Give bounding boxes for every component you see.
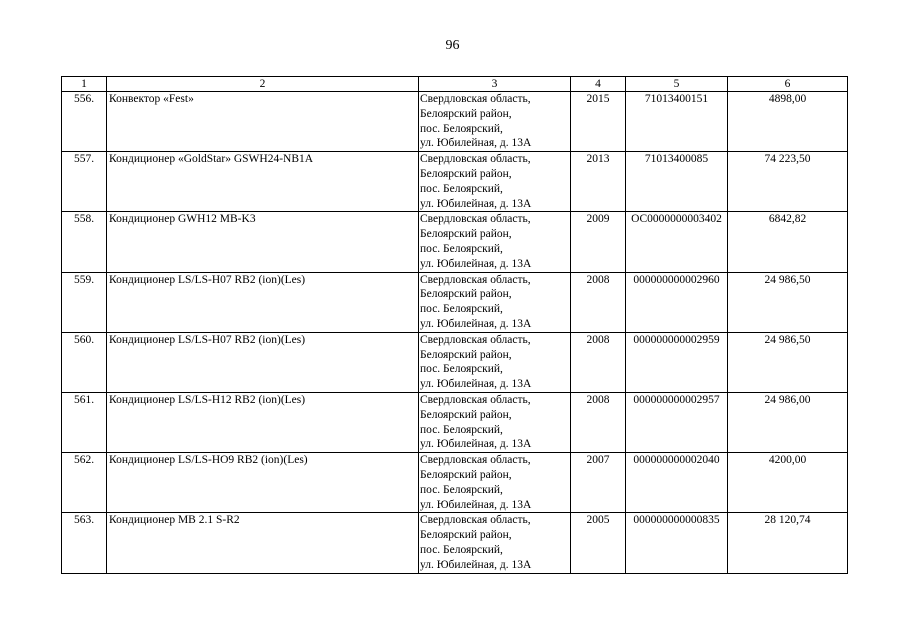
item-name-cell: Кондиционер LS/LS-HO9 RB2 (ion)(Les) <box>107 453 419 513</box>
header-row <box>62 77 848 92</box>
address-line: Белоярский район, <box>420 107 512 120</box>
cost-cell: 28 120,74 <box>728 513 848 573</box>
address-line: Белоярский район, <box>420 348 512 361</box>
inventory-number-cell: 71013400151 <box>626 92 728 152</box>
column-header: 6 <box>728 77 848 92</box>
address-cell <box>419 513 571 573</box>
year-cell: 2008 <box>571 392 626 452</box>
cost-cell: 4200,00 <box>728 453 848 513</box>
row-number-cell: 562. <box>62 453 107 513</box>
table-row <box>62 332 848 392</box>
table-row <box>62 92 848 152</box>
address-line: Свердловская область, <box>420 153 531 166</box>
address-line: Белоярский район, <box>420 408 512 421</box>
inventory-number-cell: 000000000000835 <box>626 513 728 573</box>
item-name-cell: Конвектор «Fest» <box>107 92 419 152</box>
cost-cell: 24 986,50 <box>728 272 848 332</box>
column-header: 5 <box>626 77 728 92</box>
property-registry-table <box>61 76 848 574</box>
address-line: Свердловская область, <box>420 514 531 527</box>
cost-cell: 24 986,00 <box>728 392 848 452</box>
row-number-cell: 559. <box>62 272 107 332</box>
inventory-number-cell: 000000000002957 <box>626 392 728 452</box>
item-name-cell: Кондиционер «GoldStar» GSWH24-NB1A <box>107 152 419 212</box>
address-line: ул. Юбилейная, д. 13А <box>420 317 532 330</box>
item-name-cell: Кондиционер GWH12 MB-K3 <box>107 212 419 272</box>
address-cell <box>419 392 571 452</box>
table-row <box>62 272 848 332</box>
inventory-number-cell: 000000000002040 <box>626 453 728 513</box>
item-name-cell: Кондиционер LS/LS-H12 RB2 (ion)(Les) <box>107 392 419 452</box>
table-row <box>62 453 848 513</box>
address-line: Белоярский район, <box>420 167 512 180</box>
column-header: 1 <box>62 77 107 92</box>
item-name-cell: Кондиционер LS/LS-H07 RB2 (ion)(Les) <box>107 332 419 392</box>
address-line: ул. Юбилейная, д. 13А <box>420 197 532 210</box>
address-line: ул. Юбилейная, д. 13А <box>420 438 532 451</box>
address-line: Свердловская область, <box>420 213 531 226</box>
year-cell: 2015 <box>571 92 626 152</box>
inventory-number-cell: ОС0000000003402 <box>626 212 728 272</box>
column-header: 3 <box>419 77 571 92</box>
inventory-number-cell: 71013400085 <box>626 152 728 212</box>
address-line: пос. Белоярский, <box>420 303 503 316</box>
address-line: Белоярский район, <box>420 228 512 241</box>
cost-cell: 24 986,50 <box>728 332 848 392</box>
table-header <box>62 77 848 92</box>
year-cell: 2008 <box>571 272 626 332</box>
row-number-cell: 557. <box>62 152 107 212</box>
address-cell <box>419 332 571 392</box>
address-line: Белоярский район, <box>420 468 512 481</box>
item-name-cell: Кондиционер LS/LS-H07 RB2 (ion)(Les) <box>107 272 419 332</box>
address-line: пос. Белоярский, <box>420 363 503 376</box>
address-cell <box>419 453 571 513</box>
year-cell: 2013 <box>571 152 626 212</box>
address-cell <box>419 272 571 332</box>
column-header: 2 <box>107 77 419 92</box>
address-line: Белоярский район, <box>420 288 512 301</box>
address-line: Свердловская область, <box>420 454 531 467</box>
year-cell: 2007 <box>571 453 626 513</box>
table-row <box>62 513 848 573</box>
row-number-cell: 556. <box>62 92 107 152</box>
address-line: ул. Юбилейная, д. 13А <box>420 498 532 511</box>
cost-cell: 4898,00 <box>728 92 848 152</box>
cost-cell: 6842,82 <box>728 212 848 272</box>
address-line: пос. Белоярский, <box>420 122 503 135</box>
address-line: ул. Юбилейная, д. 13А <box>420 558 532 571</box>
year-cell: 2009 <box>571 212 626 272</box>
table-row <box>62 152 848 212</box>
row-number-cell: 563. <box>62 513 107 573</box>
table-row <box>62 392 848 452</box>
address-line: пос. Белоярский, <box>420 242 503 255</box>
address-line: ул. Юбилейная, д. 13А <box>420 378 532 391</box>
item-name-cell: Кондиционер MB 2.1 S-R2 <box>107 513 419 573</box>
column-header: 4 <box>571 77 626 92</box>
row-number-cell: 561. <box>62 392 107 452</box>
address-line: ул. Юбилейная, д. 13А <box>420 137 532 150</box>
address-cell <box>419 92 571 152</box>
row-number-cell: 558. <box>62 212 107 272</box>
address-line: пос. Белоярский, <box>420 543 503 556</box>
page-number: 96 <box>445 38 460 53</box>
year-cell: 2008 <box>571 332 626 392</box>
address-line: Белоярский район, <box>420 529 512 542</box>
address-cell <box>419 212 571 272</box>
address-line: пос. Белоярский, <box>420 182 503 195</box>
address-line: Свердловская область, <box>420 393 531 406</box>
address-line: Свердловская область, <box>420 273 531 286</box>
table-row <box>62 212 848 272</box>
inventory-number-cell: 000000000002959 <box>626 332 728 392</box>
row-number-cell: 560. <box>62 332 107 392</box>
inventory-number-cell: 000000000002960 <box>626 272 728 332</box>
address-line: Свердловская область, <box>420 93 531 105</box>
cost-cell: 74 223,50 <box>728 152 848 212</box>
address-line: пос. Белоярский, <box>420 423 503 436</box>
table-body <box>62 92 848 574</box>
address-cell <box>419 152 571 212</box>
address-line: ул. Юбилейная, д. 13А <box>420 257 532 270</box>
address-line: пос. Белоярский, <box>420 483 503 496</box>
year-cell: 2005 <box>571 513 626 573</box>
address-line: Свердловская область, <box>420 333 531 346</box>
